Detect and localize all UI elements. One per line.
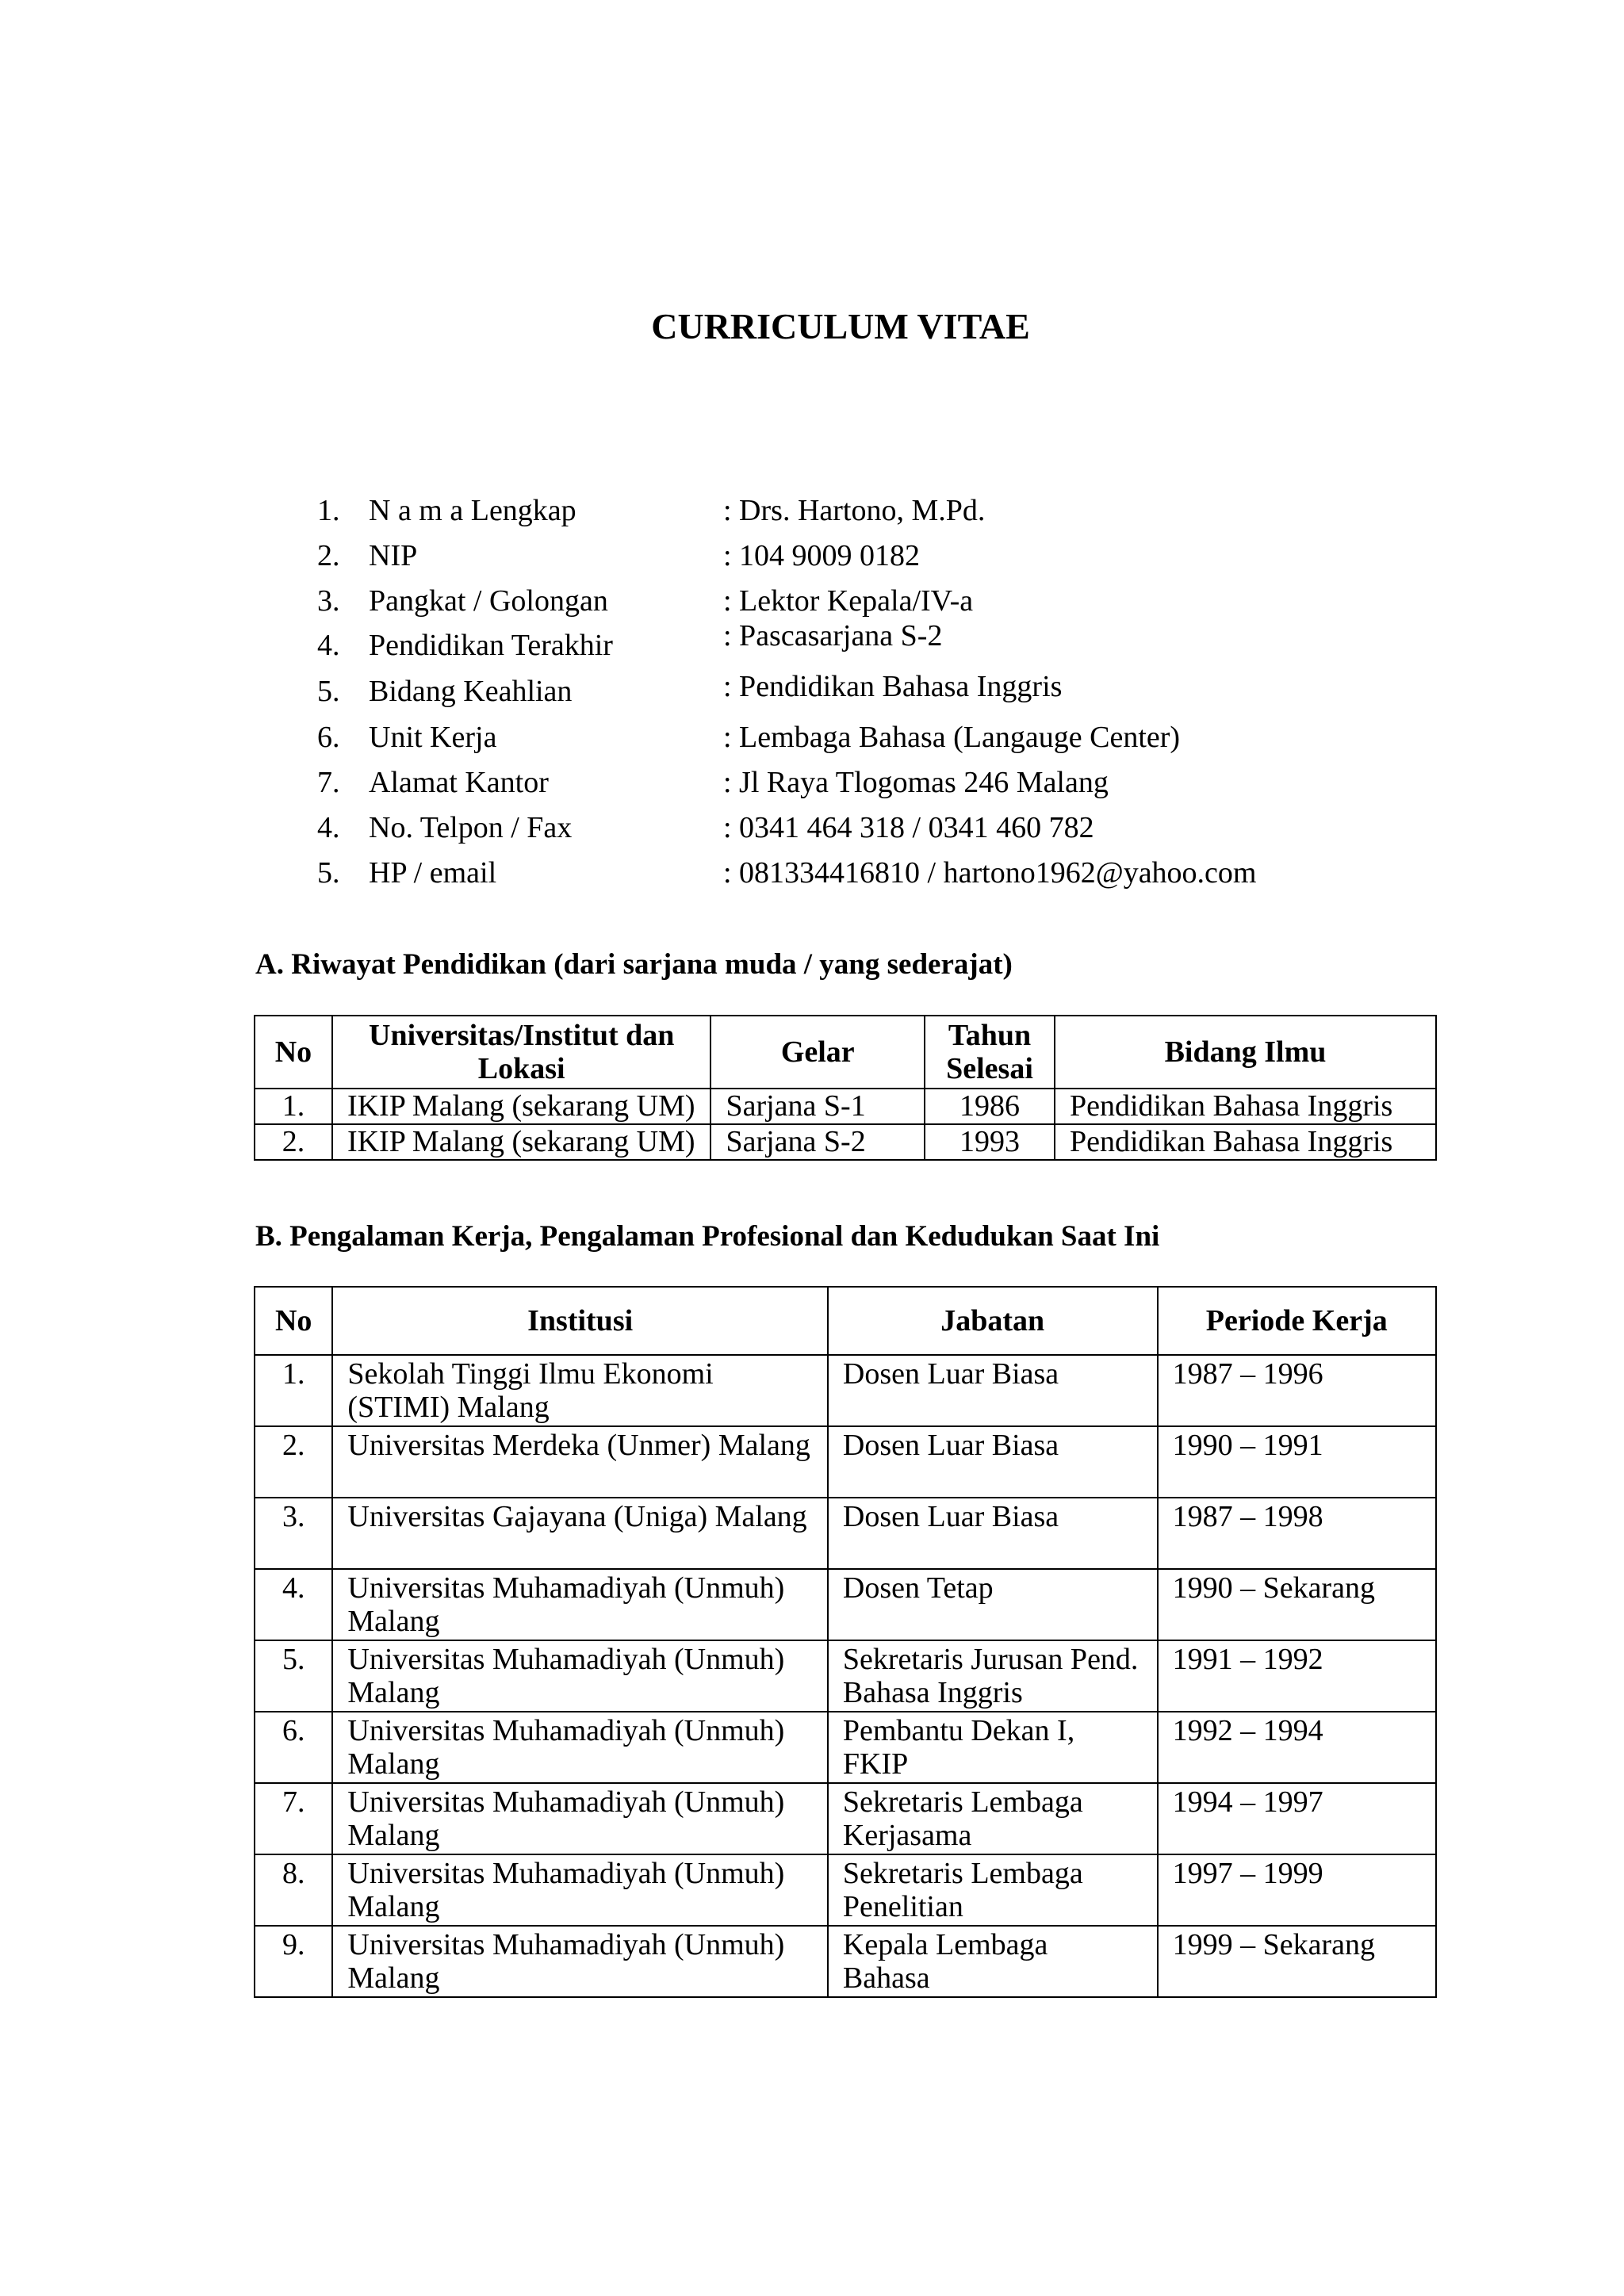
cell-position: Dosen Luar Biasa	[828, 1426, 1158, 1498]
cell-year: 1993	[925, 1124, 1055, 1160]
cell-period: 1990 – 1991	[1158, 1426, 1436, 1498]
cell-institution: Universitas Gajayana (Uniga) Malang	[332, 1498, 828, 1569]
education-table	[254, 1015, 1437, 1161]
table-row	[255, 1355, 1436, 1426]
item-number: 7.	[317, 766, 340, 799]
cell-period: 1991 – 1992	[1158, 1640, 1436, 1712]
item-label: Pendidikan Terakhir	[369, 629, 613, 662]
item-label: Pangkat / Golongan	[369, 584, 608, 618]
item-value: : Pendidikan Bahasa Inggris	[723, 670, 1063, 703]
cell-period: 1987 – 1998	[1158, 1498, 1436, 1569]
cell-position: Dosen Luar Biasa	[828, 1355, 1158, 1426]
header-period: Periode Kerja	[1158, 1287, 1436, 1355]
cell-degree: Sarjana S-1	[710, 1089, 925, 1124]
header-university: Universitas/Institut dan Lokasi	[332, 1016, 711, 1089]
cell-no: 4.	[255, 1569, 332, 1640]
cell-no: 2.	[255, 1124, 332, 1160]
cell-university: IKIP Malang (sekarang UM)	[332, 1089, 711, 1124]
item-label: No. Telpon / Fax	[369, 811, 573, 844]
table-header-row	[255, 1016, 1436, 1089]
cell-period: 1994 – 1997	[1158, 1783, 1436, 1854]
table-row	[255, 1124, 1436, 1160]
item-label: Alamat Kantor	[369, 766, 549, 799]
item-label: Unit Kerja	[369, 721, 497, 754]
cell-position: Pembantu Dekan I, FKIP	[828, 1712, 1158, 1783]
item-number: 1.	[317, 494, 340, 527]
cell-institution: Universitas Muhamadiyah (Unmuh) Malang	[332, 1712, 828, 1783]
cell-institution: Universitas Muhamadiyah (Unmuh) Malang	[332, 1783, 828, 1854]
item-label: Bidang Keahlian	[369, 675, 573, 708]
item-number: 4.	[317, 811, 340, 844]
cell-period: 1992 – 1994	[1158, 1712, 1436, 1783]
table-row	[255, 1569, 1436, 1640]
cell-institution: Universitas Muhamadiyah (Unmuh) Malang	[332, 1569, 828, 1640]
table-row	[255, 1498, 1436, 1569]
cell-no: 5.	[255, 1640, 332, 1712]
item-value: : Jl Raya Tlogomas 246 Malang	[723, 766, 1109, 799]
cell-position: Sekretaris Jurusan Pend. Bahasa Inggris	[828, 1640, 1158, 1712]
item-value: : Drs. Hartono, M.Pd.	[723, 494, 986, 527]
cell-position: Kepala Lembaga Bahasa	[828, 1926, 1158, 1997]
item-value: : 0341 464 318 / 0341 460 782	[723, 811, 1094, 844]
item-label: HP / email	[369, 856, 497, 890]
item-value: : Lektor Kepala/IV-a	[723, 584, 974, 618]
cell-year: 1986	[925, 1089, 1055, 1124]
document-title: CURRICULUM VITAE	[651, 306, 1030, 346]
item-value: : Pascasarjana S-2	[723, 619, 943, 652]
cell-no: 1.	[255, 1355, 332, 1426]
item-value: : Lembaga Bahasa (Langauge Center)	[723, 721, 1181, 754]
cell-position: Sekretaris Lembaga Penelitian	[828, 1854, 1158, 1926]
cell-no: 7.	[255, 1783, 332, 1854]
cell-degree: Sarjana S-2	[710, 1124, 925, 1160]
item-label: N a m a Lengkap	[369, 494, 576, 527]
cell-no: 9.	[255, 1926, 332, 1997]
cell-field: Pendidikan Bahasa Inggris	[1055, 1089, 1436, 1124]
header-year: Tahun Selesai	[925, 1016, 1055, 1089]
cell-university: IKIP Malang (sekarang UM)	[332, 1124, 711, 1160]
cell-period: 1990 – Sekarang	[1158, 1569, 1436, 1640]
header-degree: Gelar	[710, 1016, 925, 1089]
cell-position: Dosen Tetap	[828, 1569, 1158, 1640]
table-row	[255, 1426, 1436, 1498]
header-no: No	[255, 1287, 332, 1355]
header-no: No	[255, 1016, 332, 1089]
item-number: 2.	[317, 539, 340, 572]
cell-period: 1987 – 1996	[1158, 1355, 1436, 1426]
cell-period: 1999 – Sekarang	[1158, 1926, 1436, 1997]
cell-institution: Universitas Muhamadiyah (Unmuh) Malang	[332, 1854, 828, 1926]
table-row	[255, 1783, 1436, 1854]
cell-no: 8.	[255, 1854, 332, 1926]
table-header-row	[255, 1287, 1436, 1355]
header-institution: Institusi	[332, 1287, 828, 1355]
header-position: Jabatan	[828, 1287, 1158, 1355]
table-row	[255, 1640, 1436, 1712]
work-heading: B. Pengalaman Kerja, Pengalaman Profesional dan Kedudukan Saat Ini	[255, 1220, 1160, 1253]
item-label: NIP	[369, 539, 418, 572]
cell-no: 1.	[255, 1089, 332, 1124]
cell-institution: Sekolah Tinggi Ilmu Ekonomi (STIMI) Malang	[332, 1355, 828, 1426]
table-row	[255, 1089, 1436, 1124]
item-number: 5.	[317, 856, 340, 890]
cell-position: Dosen Luar Biasa	[828, 1498, 1158, 1569]
education-heading: A. Riwayat Pendidikan (dari sarjana muda / yang sederajat)	[255, 948, 1013, 981]
item-value: : 104 9009 0182	[723, 539, 921, 572]
item-value: : 081334416810 / hartono1962@yahoo.com	[723, 856, 1257, 890]
cell-institution: Universitas Muhamadiyah (Unmuh) Malang	[332, 1640, 828, 1712]
item-number: 3.	[317, 584, 340, 618]
cell-institution: Universitas Muhamadiyah (Unmuh) Malang	[332, 1926, 828, 1997]
table-row	[255, 1926, 1436, 1997]
cell-position: Sekretaris Lembaga Kerjasama	[828, 1783, 1158, 1854]
item-number: 6.	[317, 721, 340, 754]
work-experience-table	[254, 1286, 1437, 1998]
item-number: 4.	[317, 629, 340, 662]
cell-no: 6.	[255, 1712, 332, 1783]
cell-no: 2.	[255, 1426, 332, 1498]
cell-institution: Universitas Merdeka (Unmer) Malang	[332, 1426, 828, 1498]
cell-field: Pendidikan Bahasa Inggris	[1055, 1124, 1436, 1160]
table-row	[255, 1712, 1436, 1783]
header-field: Bidang Ilmu	[1055, 1016, 1436, 1089]
cell-period: 1997 – 1999	[1158, 1854, 1436, 1926]
table-row	[255, 1854, 1436, 1926]
item-number: 5.	[317, 675, 340, 708]
cell-no: 3.	[255, 1498, 332, 1569]
